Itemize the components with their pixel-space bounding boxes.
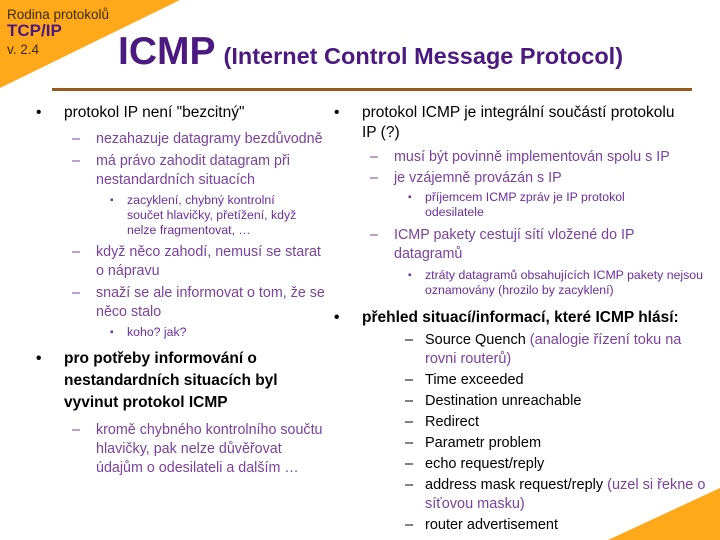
message-type-text: Time exceeded [425, 372, 524, 388]
right-column [334, 103, 714, 535]
dash-mark: – [370, 170, 378, 186]
item-text: je vzájemně provázán s IP [394, 170, 562, 186]
sub-item [408, 268, 715, 298]
message-type-text: Source Quench [425, 332, 530, 348]
sub-item-text: koho? jak? [127, 325, 187, 339]
title-rule [52, 88, 692, 91]
left-column [36, 103, 326, 478]
message-type-text: echo request/reply [425, 456, 545, 472]
message-type-note: (analogie řízení toku na rovni routerů) [425, 332, 682, 367]
dash-mark: – [405, 414, 414, 430]
sub-item [110, 325, 302, 340]
bullet-text: protokol IP není "bezcitný" [64, 104, 245, 121]
bullet-mark: • [334, 104, 340, 121]
bullet-icmp-developed [36, 348, 299, 414]
item-text: snaží se ale informovat o tom, že se něco stalo [96, 285, 325, 320]
item-text: nezahazuje datagramy bezdůvodně [96, 131, 323, 147]
dash-mark: – [405, 477, 414, 493]
message-type-item [405, 516, 715, 535]
series-label: Rodina protokolů [7, 7, 110, 22]
message-type-item [405, 392, 715, 411]
item-text: má právo zahodit datagram při nestandardních situacích [96, 153, 290, 188]
list-item [72, 130, 326, 149]
message-type-text: address mask request/reply [425, 477, 608, 493]
sub-item [110, 193, 302, 238]
message-type-note: (uzel si řekne o síťovou masku) [425, 477, 706, 512]
bullet-mark: • [334, 309, 340, 326]
list-item [370, 169, 714, 188]
bullet-icmp-integral [334, 103, 692, 143]
dash-mark: – [405, 456, 414, 472]
square-bullet: ▪ [408, 192, 412, 203]
item-text: ICMP pakety cestují sítí vložené do IP datagramů [394, 227, 635, 262]
message-type-text: Destination unreachable [425, 393, 582, 409]
dash-mark: – [405, 435, 414, 451]
dash-mark: – [405, 517, 414, 533]
protocol-label: TCP/IP [7, 21, 62, 40]
bullet-text: protokol ICMP je integrální součástí protokolu IP (?) [362, 104, 675, 141]
square-bullet: ▪ [408, 270, 412, 281]
message-type-item [405, 476, 715, 514]
bullet-text: přehled situací/informací, které ICMP hlásí: [362, 309, 679, 326]
dash-mark: – [405, 393, 414, 409]
square-bullet: ▪ [110, 195, 114, 206]
message-type-text: Parametr problem [425, 435, 542, 451]
message-type-item [405, 455, 715, 474]
item-text: kromě chybného kontrolního součtu hlavičky, pak nelze důvěřovat údajům o odesilateli a dalším … [96, 422, 323, 476]
item-text: musí být povinně implementován spolu s IP [394, 149, 670, 165]
dash-mark: – [370, 149, 378, 165]
dash-mark: – [72, 422, 80, 438]
list-item [370, 226, 684, 264]
message-type-item [405, 331, 715, 369]
message-type-item [405, 371, 715, 390]
dash-mark: – [72, 285, 80, 301]
dash-mark: – [72, 244, 80, 260]
bullet-ip-not-heartless [36, 103, 326, 123]
list-item [72, 421, 326, 478]
bullet-icmp-overview [334, 308, 714, 328]
dash-mark: – [405, 372, 414, 388]
message-type-item [405, 434, 715, 453]
sub-item-text: příjemcem ICMP zpráv je IP protokol odesilatele [425, 190, 625, 219]
list-item [72, 284, 326, 322]
slide-title [118, 30, 623, 74]
bullet-mark: • [36, 104, 42, 121]
message-type-text: Redirect [425, 414, 479, 430]
version-label: v. 2.4 [7, 42, 40, 57]
item-text: když něco zahodí, nemusí se starat o nápravu [96, 244, 321, 279]
list-item [72, 152, 326, 190]
title-subtitle: (Internet Control Message Protocol) [223, 43, 624, 69]
sub-item [408, 190, 685, 220]
bullet-mark: • [36, 350, 42, 367]
bullet-text: pro potřeby informování o nestandardních situacích byl vyvinut protokol ICMP [64, 350, 278, 411]
sub-item-text: ztráty datagramů obsahujících ICMP pakety nejsou oznamovány (hrozilo by zacyklení) [425, 268, 703, 297]
list-item [370, 148, 714, 167]
list-item [72, 243, 326, 281]
dash-mark: – [72, 131, 80, 147]
dash-mark: – [370, 227, 378, 243]
dash-mark: – [72, 153, 80, 169]
title-main: ICMP [118, 30, 216, 73]
message-type-item [405, 413, 715, 432]
message-type-text: router advertisement [425, 517, 558, 533]
dash-mark: – [405, 332, 414, 348]
sub-item-text: zacyklení, chybný kontrolní součet hlavičky, přetížení, když nelze fragmentovat, … [127, 193, 297, 237]
square-bullet: ▪ [110, 327, 114, 338]
